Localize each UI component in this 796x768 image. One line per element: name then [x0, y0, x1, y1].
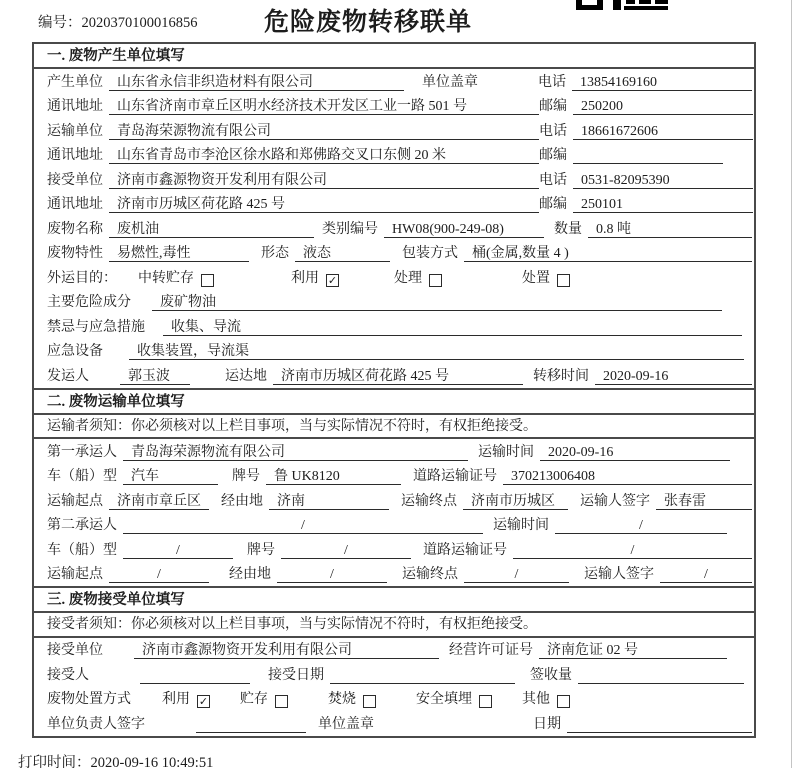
transporter-sign-label: 运输人签字: [580, 493, 650, 509]
carrier1-via-value: 济南: [269, 493, 389, 510]
purpose-option-treat: [394, 270, 442, 287]
treat-checkbox: [429, 274, 442, 287]
vehicle-type-label: 车（船）型: [47, 469, 117, 484]
section-3-header: 三. 废物接受单位填写: [34, 588, 754, 613]
carrier2-origin-value: /: [109, 566, 209, 583]
disposal-option-label: 利用: [162, 692, 190, 707]
emergency-measures-row: [34, 314, 754, 339]
producer-zip-value: 250200: [573, 98, 753, 115]
disposal-option-label: 安全填埋: [416, 692, 472, 707]
carrier2-row: [34, 513, 754, 538]
emergency-measures-value: 收集、导流: [163, 319, 742, 336]
purpose-option-dispose: [522, 270, 570, 287]
receiver-notice-text: 你必须核对以上栏目事项，当与实际情况不符时，有权拒绝接受。: [131, 617, 537, 632]
disposal-option-storage: [240, 691, 288, 708]
license-number-value: 济南危证 02 号: [539, 642, 727, 659]
carrier2-label: 第二承运人: [47, 518, 117, 533]
carrier2-time-label: 运输时间: [493, 518, 549, 533]
carrier1-end-value: 济南市历城区: [463, 493, 568, 510]
hazard-component-row: [34, 290, 754, 315]
form-state-value: 液态: [295, 245, 390, 262]
transporter-notice-text: 你必须核对以上栏目事项，当与实际情况不符时，有权拒绝接受。: [131, 418, 537, 434]
disposal-landfill-checkbox: [479, 695, 492, 708]
waste-name-value: 废机油: [109, 221, 314, 238]
form-state-label: 形态: [261, 246, 289, 261]
accepting-unit-value: 济南市鑫源物资开发利用有限公司: [134, 642, 439, 659]
unit-seal-label: 单位盖章: [422, 74, 478, 90]
serial-value: 2020370100016856: [81, 15, 198, 31]
transporter-address-row: [34, 143, 754, 168]
accepting-unit-label: 接受单位: [47, 643, 103, 658]
carrier1-origin-value: 济南市章丘区: [109, 493, 209, 510]
packaging-value: 桶(金属,数量 4 ): [464, 245, 752, 262]
hazard-component-value: 废矿物油: [152, 294, 722, 311]
destination-label: 运达地: [225, 368, 267, 384]
carrier2-end-value: /: [464, 566, 569, 583]
receiver-address-row: [34, 192, 754, 217]
disposal-method-row: [34, 687, 754, 712]
disposal-option-utilize: [162, 691, 210, 708]
license-number-label: 经营许可证号: [449, 643, 533, 658]
purpose-option-label: 处理: [394, 270, 422, 286]
transporter-unit-value: 青岛海荣源物流有限公司: [109, 123, 539, 140]
purpose-option-transfer-storage: [138, 270, 214, 287]
transporter-phone-label: 电话: [539, 123, 567, 139]
road-permit-label: 道路运输证号: [413, 469, 497, 484]
dispose-checkbox: [557, 274, 570, 287]
print-time: [18, 751, 213, 768]
serial-label: 编号：: [38, 15, 82, 31]
transporter-zip-label: 邮编: [539, 148, 567, 163]
waste-name-row: [34, 216, 754, 241]
carrier2-vehicle-row: [34, 537, 754, 562]
date-label: 日期: [533, 716, 561, 732]
transporter-notice-row: [34, 415, 754, 440]
route-origin-label: 运输起点: [47, 567, 103, 582]
producer-phone-value: 13854169160: [572, 74, 752, 91]
producer-address-value: 山东省济南市章丘区明水经济技术开发区工业一路 501 号: [109, 98, 539, 115]
carrier1-sign-value: 张春雷: [656, 493, 752, 510]
receiver-zip-value: 250101: [573, 196, 753, 213]
emergency-equipment-row: [34, 339, 754, 364]
route-end-label: 运输终点: [402, 567, 458, 582]
carrier1-permit-value: 370213006408: [503, 468, 752, 485]
carrier2-permit-value: /: [513, 542, 752, 559]
transfer-time-label: 转移时间: [533, 368, 589, 384]
disposal-option-label: 贮存: [240, 692, 268, 707]
route-via-label: 经由地: [229, 567, 271, 582]
received-qty-label: 签收量: [530, 667, 572, 683]
receiver-zip-label: 邮编: [539, 197, 567, 212]
waste-trait-label: 废物特性: [47, 246, 103, 261]
print-time-label: 打印时间：: [18, 755, 91, 768]
head-signature-row: [34, 711, 754, 736]
section-2-header: 二. 废物运输单位填写: [34, 390, 754, 415]
quantity-label: 数量: [554, 221, 582, 237]
producer-unit-value: 山东省永信非织造材料有限公司: [109, 74, 404, 91]
acceptor-value: [140, 667, 250, 684]
transporter-sign-label: 运输人签字: [584, 567, 654, 582]
producer-zip-label: 邮编: [539, 99, 567, 114]
carrier2-plate-value: /: [281, 542, 411, 559]
accepting-unit-row: [34, 638, 754, 663]
receiver-notice-row: [34, 613, 754, 638]
route-via-label: 经由地: [221, 493, 263, 509]
road-permit-label: 道路运输证号: [423, 542, 507, 558]
transporter-address-label: 通讯地址: [47, 148, 103, 163]
producer-address-row: [34, 94, 754, 119]
disposal-option-label: 焚烧: [328, 692, 356, 707]
purpose-option-utilize: [291, 270, 339, 287]
carrier1-route-row: [34, 488, 754, 513]
producer-address-label: 通讯地址: [47, 99, 103, 114]
shipper-value: 郭玉波: [120, 368, 190, 385]
carrier2-time-value: /: [555, 517, 727, 534]
waste-trait-value: 易燃性,毒性: [109, 245, 249, 262]
disposal-method-label: 废物处置方式: [47, 692, 131, 707]
disposal-option-label: 其他: [522, 692, 550, 707]
purpose-label: 外运目的：: [47, 270, 117, 286]
transfer-time-value: 2020-09-16: [595, 368, 752, 385]
carrier1-label: 第一承运人: [47, 444, 117, 460]
receiver-address-value: 济南市历城区荷花路 425 号: [109, 196, 539, 213]
carrier2-via-value: /: [277, 566, 387, 583]
acceptor-label: 接受人: [47, 667, 89, 683]
producer-row: [34, 69, 754, 94]
producer-phone-label: 电话: [538, 74, 566, 90]
shipper-row: [34, 363, 754, 388]
carrier1-time-value: 2020-09-16: [540, 444, 730, 461]
transporter-zip-value: [573, 147, 723, 164]
section-transporter: [34, 388, 754, 587]
vehicle-type-label: 车（船）型: [47, 542, 117, 558]
purpose-option-label: 处置: [522, 270, 550, 286]
plate-number-label: 牌号: [232, 469, 260, 484]
destination-value: 济南市历城区荷花路 425 号: [273, 368, 523, 385]
carrier1-row: [34, 439, 754, 464]
head-signature-value: [196, 716, 306, 733]
receiver-unit-value: 济南市鑫源物资开发利用有限公司: [109, 172, 539, 189]
receiver-unit-label: 接受单位: [47, 172, 103, 188]
transporter-row: [34, 118, 754, 143]
qr-code-fragment: [576, 0, 668, 11]
route-end-label: 运输终点: [401, 493, 457, 509]
utilize-checkbox: ✓: [327, 274, 338, 287]
receiver-notice-label: 接受者须知：: [47, 617, 131, 632]
disposal-other-checkbox: [557, 695, 570, 708]
disposal-option-landfill: [416, 691, 492, 708]
category-code-label: 类别编号: [322, 221, 378, 237]
route-origin-label: 运输起点: [47, 493, 103, 509]
date-value: [567, 716, 752, 733]
emergency-equipment-label: 应急设备: [47, 344, 103, 359]
carrier2-value: /: [123, 517, 483, 534]
packaging-label: 包装方式: [402, 246, 458, 261]
carrier2-vehicle-value: /: [123, 542, 233, 559]
purpose-row: [34, 265, 754, 290]
section-1-header: 一. 废物产生单位填写: [34, 44, 754, 69]
receiver-phone-label: 电话: [539, 172, 567, 188]
plate-number-label: 牌号: [247, 542, 275, 558]
transporter-phone-value: 18661672606: [573, 123, 753, 140]
transporter-notice-label: 运输者须知：: [47, 418, 131, 434]
carrier1-time-label: 运输时间: [478, 444, 534, 460]
carrier1-vehicle-row: [34, 464, 754, 489]
receiver-address-label: 通讯地址: [47, 197, 103, 212]
page-title: 危险废物转移联单: [263, 9, 472, 36]
accept-date-label: 接受日期: [268, 667, 324, 683]
emergency-equipment-value: 收集装置，导流渠: [129, 343, 744, 360]
waste-trait-row: [34, 241, 754, 266]
purpose-option-label: 中转贮存: [138, 270, 194, 286]
carrier1-value: 青岛海荣源物流有限公司: [123, 444, 468, 461]
unit-seal-label: 单位盖章: [318, 716, 374, 732]
print-time-value: 2020-09-16 10:49:51: [90, 755, 214, 768]
shipper-label: 发运人: [47, 368, 89, 384]
page-edge-line: [791, 0, 792, 768]
acceptor-row: [34, 662, 754, 687]
disposal-storage-checkbox: [275, 695, 288, 708]
disposal-incinerate-checkbox: [363, 695, 376, 708]
section-producer: [34, 44, 754, 388]
disposal-option-incinerate: [328, 691, 376, 708]
receiver-phone-value: 0531-82095390: [573, 172, 753, 189]
purpose-option-label: 利用: [291, 270, 319, 286]
transporter-unit-label: 运输单位: [47, 123, 103, 139]
received-qty-value: [578, 667, 744, 684]
waste-name-label: 废物名称: [47, 221, 103, 237]
transfer-storage-checkbox: [201, 274, 214, 287]
hazard-component-label: 主要危险成分: [47, 295, 131, 310]
emergency-measures-label: 禁忌与应急措施: [47, 319, 145, 335]
carrier1-vehicle-value: 汽车: [123, 468, 218, 485]
disposal-option-other: [522, 691, 570, 708]
receiver-row: [34, 167, 754, 192]
producer-unit-label: 产生单位: [47, 74, 103, 90]
section-receiver: [34, 586, 754, 736]
transfer-form-table: [32, 42, 756, 738]
carrier2-sign-value: /: [660, 566, 752, 583]
transporter-address-value: 山东省青岛市李沧区徐水路和郑佛路交叉口东侧 20 米: [109, 147, 539, 164]
carrier2-route-row: [34, 562, 754, 587]
carrier1-plate-value: 鲁 UK8120: [266, 468, 401, 485]
quantity-value: 0.8 吨: [588, 221, 752, 238]
category-code-value: HW08(900-249-08): [384, 221, 544, 238]
head-signature-label: 单位负责人签字: [47, 716, 145, 732]
accept-date-value: [330, 667, 515, 684]
disposal-utilize-checkbox: ✓: [198, 696, 209, 708]
